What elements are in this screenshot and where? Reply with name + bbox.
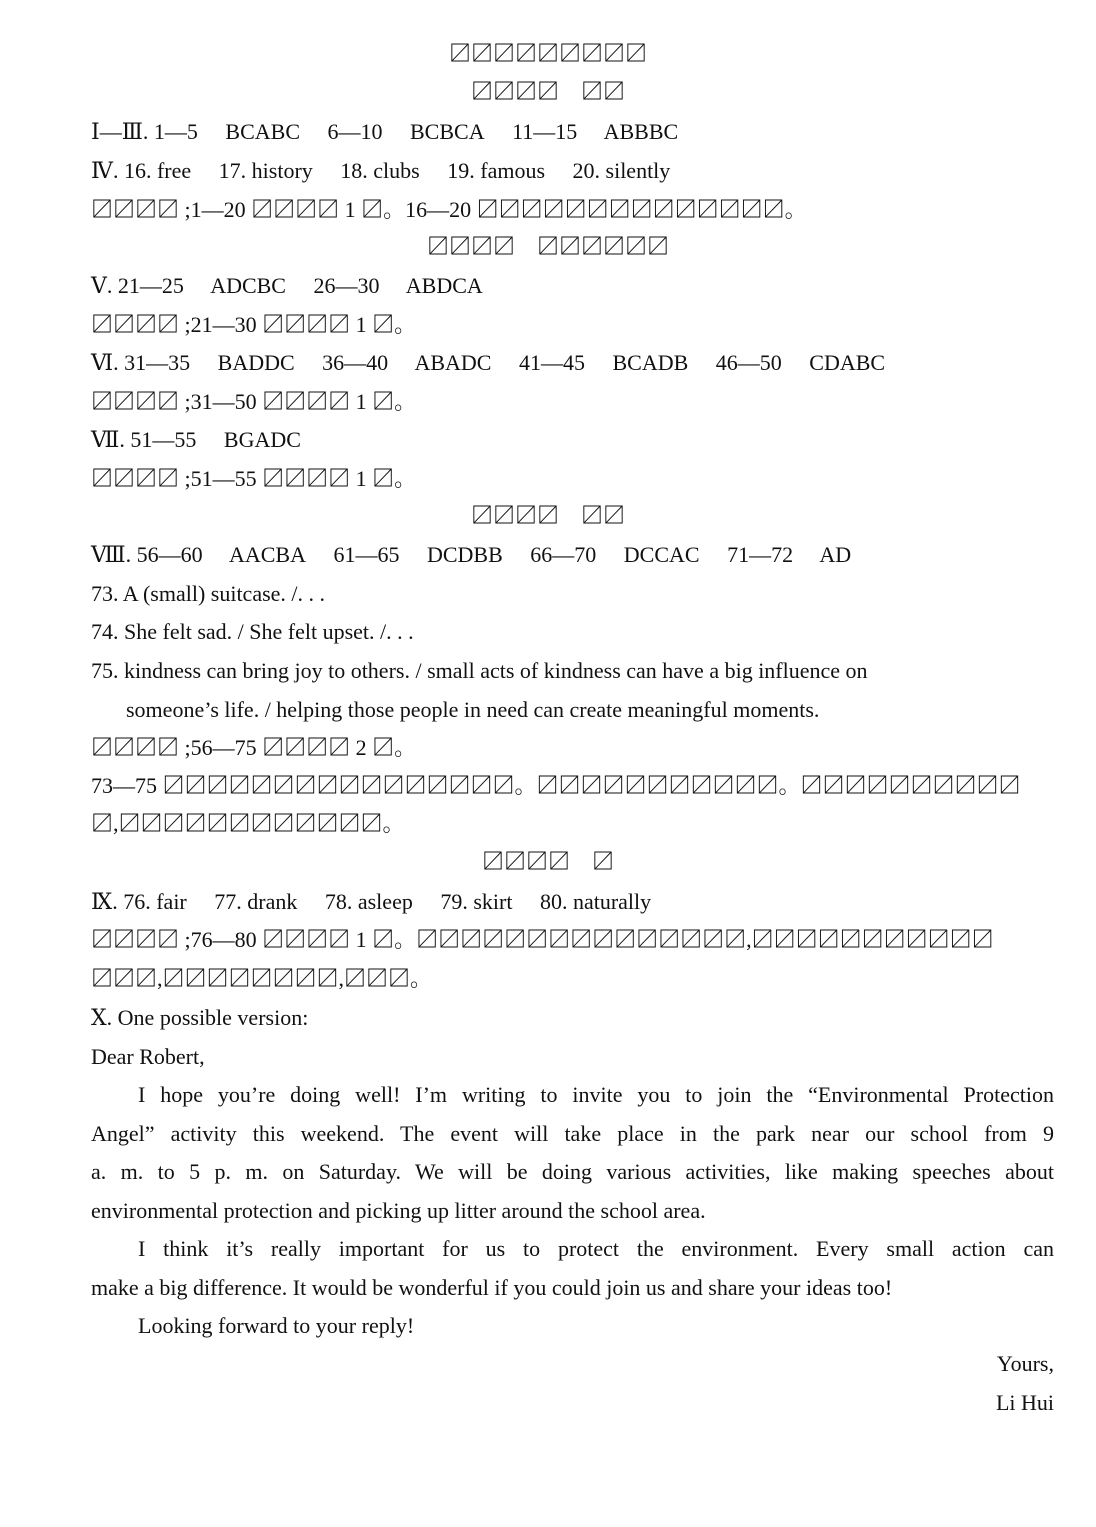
answers-1-15 (91, 118, 1054, 146)
answer-letters: BCADB (612, 350, 689, 375)
answer-letters: ABADC (414, 350, 492, 375)
answer-74: 74. She felt sad. / She felt upset. /. . . (91, 619, 414, 644)
answer-letters: BGADC (223, 427, 301, 452)
essay-p1-line4: environmental protection and picking up litter around the school area. (91, 1198, 706, 1223)
scoring-note-21-30: 〼〼〼〼 ;21—30 〼〼〼〼 1 〼。 (91, 312, 417, 337)
essay-p2-line1: I think it’s really important for us to protect the environment. Every small action can (138, 1236, 1054, 1261)
answer-letters: CDABC (809, 350, 886, 375)
part1-heading: 〼〼〼〼 〼〼 (470, 79, 625, 104)
answer-range: Ⅷ. 56—60 (91, 542, 203, 567)
answer-range: 66—70 (530, 542, 597, 567)
answer-letters: ADCBC (210, 273, 286, 298)
answers-51-55 (91, 426, 1054, 454)
answer-75-line2: someone’s life. / helping those people in need can create meaningful moments. (126, 697, 820, 722)
answer-word: Ⅸ. 76. fair (91, 889, 187, 914)
answer-range: 61—65 (333, 542, 400, 567)
part4-heading: 〼〼〼〼 〼 (481, 849, 614, 874)
answer-range: Ⅴ. 21—25 (91, 273, 184, 298)
essay-p1-line1: I hope you’re doing well! I’m writing to invite you to join the “Environmental Protection (138, 1082, 1054, 1107)
essay-p3: Looking forward to your reply! (138, 1313, 415, 1338)
answer-letters: BCBCA (410, 119, 485, 144)
essay-salutation: Dear Robert, (91, 1044, 205, 1069)
scoring-note-73-75-line1: 73—75 〼〼〼〼〼〼〼〼〼〼〼〼〼〼〼〼。〼〼〼〼〼〼〼〼〼〼〼。〼〼〼〼〼〼〼〼〼〼 (91, 773, 1021, 798)
answers-16-20 (91, 157, 1054, 185)
part2-heading: 〼〼〼〼 〼〼〼〼〼〼 (426, 234, 669, 259)
answer-letters: AACBA (228, 542, 306, 567)
essay-label: Ⅹ. One possible version: (91, 1005, 309, 1030)
answer-range: Ⅶ. 51—55 (91, 427, 197, 452)
essay-signature: Li Hui (995, 1390, 1054, 1415)
answer-word: 80. naturally (539, 889, 652, 914)
scoring-note-1-20: 〼〼〼〼 ;1—20 〼〼〼〼 1 〼。16—20 〼〼〼〼〼〼〼〼〼〼〼〼〼〼。 (91, 197, 807, 222)
answer-range: 36—40 (322, 350, 389, 375)
part3-heading: 〼〼〼〼 〼〼 (470, 503, 625, 528)
answer-word: 19. famous (447, 158, 546, 183)
answer-letters: BCABC (225, 119, 300, 144)
scoring-note-76-80-line2: 〼〼〼,〼〼〼〼〼〼〼〼,〼〼〼。 (91, 966, 433, 991)
answer-75-line1: 75. kindness can bring joy to others. / small acts of kindness can have a big influence on (91, 658, 868, 683)
answer-word: Ⅳ. 16. free (91, 158, 192, 183)
answer-letters: ABBBC (603, 119, 679, 144)
doc-title: 〼〼〼〼〼〼〼〼〼 (448, 41, 647, 66)
answer-letters: AD (819, 542, 852, 567)
answer-73: 73. A (small) suitcase. /. . . (91, 581, 326, 606)
essay-closing: Yours, (996, 1351, 1054, 1376)
answers-21-30 (91, 272, 1054, 300)
scoring-note-73-75-line2: 〼,〼〼〼〼〼〼〼〼〼〼〼〼。 (91, 811, 405, 836)
essay-p1-line3: a. m. to 5 p. m. on Saturday. We will be doing various activities, like making speeches about (91, 1159, 1054, 1184)
answer-letters: DCCAC (623, 542, 700, 567)
scoring-note-51-55: 〼〼〼〼 ;51—55 〼〼〼〼 1 〼。 (91, 466, 417, 491)
answer-range: 46—50 (715, 350, 782, 375)
scoring-note-76-80-line1: 〼〼〼〼 ;76—80 〼〼〼〼 1 〼。〼〼〼〼〼〼〼〼〼〼〼〼〼〼〼,〼〼〼〼〼〼〼〼〼〼〼 (91, 927, 994, 952)
answer-range: 71—72 (727, 542, 794, 567)
scoring-note-56-75: 〼〼〼〼 ;56—75 〼〼〼〼 2 〼。 (91, 735, 417, 760)
essay-p1-line2: Angel” activity this weekend. The event will take place in the park near our school from 9 (91, 1121, 1054, 1146)
answer-range: 41—45 (518, 350, 585, 375)
answer-range: 26—30 (313, 273, 380, 298)
answer-word: 78. asleep (324, 889, 413, 914)
answer-word: 18. clubs (340, 158, 420, 183)
answers-76-80 (91, 888, 1054, 916)
answer-letters: ABDCA (405, 273, 483, 298)
answer-letters: BADDC (217, 350, 295, 375)
scoring-note-31-50: 〼〼〼〼 ;31—50 〼〼〼〼 1 〼。 (91, 389, 417, 414)
answer-range: Ⅵ. 31—35 (91, 350, 191, 375)
answer-range: 6—10 (327, 119, 383, 144)
answer-range: Ⅰ—Ⅲ. 1—5 (91, 119, 198, 144)
answers-31-50 (91, 349, 1054, 377)
answer-word: 20. silently (572, 158, 671, 183)
answer-word: 77. drank (214, 889, 298, 914)
answer-word: 17. history (218, 158, 313, 183)
answer-range: 11—15 (512, 119, 578, 144)
answer-word: 79. skirt (440, 889, 513, 914)
answer-letters: DCDBB (426, 542, 503, 567)
answers-56-72 (91, 541, 1054, 569)
essay-p2-line2: make a big difference. It would be wonderful if you could join us and share your ideas too! (91, 1275, 893, 1300)
